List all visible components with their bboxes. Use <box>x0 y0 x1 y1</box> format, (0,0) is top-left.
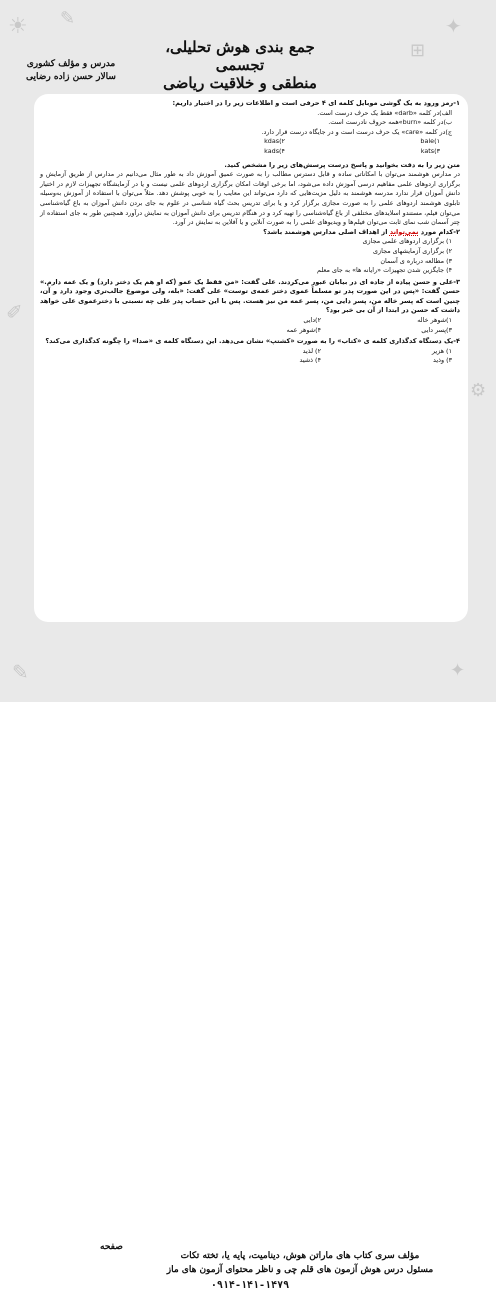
question-2-option-1[interactable]: ۱) برگزاری اردوهای علمی مجازی <box>362 237 452 246</box>
question-3-option-2[interactable]: ۲)دایی <box>303 316 321 325</box>
question-1-hint-b: ب)در کلمه «burn»همه حروف نادرست است. <box>328 118 452 127</box>
author-block <box>16 58 126 84</box>
question-1-option-4[interactable]: kads(۴ <box>264 146 285 155</box>
question-4-stem: ۴-یک دستگاه کدگذاری کلمه ی «کتاب» را به صورت «کشتپ» نشان می‌دهد. این دستگاه کلمه ی «صدا» را چگونه کدگذاری می‌کند؟ <box>45 337 460 346</box>
page-footer <box>0 620 496 1291</box>
doodle-gear-icon: ⚙ <box>470 380 487 401</box>
question-3-option-1[interactable]: ۱)شوهر خاله <box>417 316 452 325</box>
doodle-book-icon: ✎ <box>12 660 29 684</box>
doodle-pencil-icon: ✎ <box>60 8 76 29</box>
question-1-stem: ۱-رمز ورود به یک گوشی موبایل کلمه ای ۴ حرفی است و اطلاعات زیر را در اختیار داریم: <box>172 99 460 107</box>
question-2-option-4[interactable]: ۴) جایگزین شدن تجهیزات «رایانه ها» به جای معلم <box>317 266 452 275</box>
doodle-star2-icon: ✦ <box>450 660 466 681</box>
footer-author-books: مؤلف سری کتاب های ماراتن هوش، دینامیت، پایه یا، تخته تکات <box>180 1251 420 1261</box>
question-3-option-3[interactable]: ۳)پسر دایی <box>421 325 452 334</box>
question-1-options-row-1 <box>40 137 460 147</box>
title-line-1: جمع بندی هوش تحلیلی، تجسمی <box>165 38 315 74</box>
title-line-2: منطقی و خلاقیت ریاضی <box>163 74 317 92</box>
question-1-options-row-2 <box>40 147 460 161</box>
question-1-hint-c: ج)در کلمه «care» یک حرف درست است و در جایگاه درست قرار دارد. <box>261 127 452 136</box>
question-3-options-row-2 <box>40 326 460 338</box>
doodle-calc-icon: ⊞ <box>410 40 426 61</box>
question-3-options-row-1 <box>40 316 460 326</box>
question-2-stem-after: از اهداف اصلی مدارس هوشمند باشد؟ <box>263 227 388 236</box>
question-3-option-4[interactable]: ۴)شوهر عمه <box>286 325 321 334</box>
questions-content <box>40 99 460 366</box>
question-4-options-row-1 <box>40 347 460 357</box>
question-4-option-2[interactable]: ۲) لذید <box>302 346 321 355</box>
question-1-option-1[interactable]: bale(۱ <box>420 137 440 146</box>
question-1-option-3[interactable]: kats(۳ <box>420 146 440 155</box>
page-number-label: صفحه <box>100 1242 123 1252</box>
page-title <box>140 38 340 92</box>
question-2-option-2[interactable]: ۲) برگزاری آزمایشهای مجازی <box>373 246 452 255</box>
question-2-negation: نمی‌تواند <box>389 227 419 236</box>
author-role: مدرس و مؤلف کشوری <box>26 59 116 69</box>
question-4-option-1[interactable]: ۱) هزیر <box>431 346 452 355</box>
question-3-stem: ۳-علی و حسن پیاده از جاده ای در بیابان عبور می‌کردند. علی گفت: «من فقط یک عمو (که او هم یک دختر دارد) و یک عمه دارم.» حسن گفت: «پس در این صورت پدر تو مسلماً عموی دختر عمه‌ی توست» علی گفت: «بله، ولی موضوع جالب‌تری وجود دارد و آن، چنین است که پسر خاله من، پسر دایی من، پسر عمه من نیز هست. پس با این حساب پدر علی چه نسبتی با دخترعموی علی خواهد داشت که حسن در ابتدا از آن بی خبر بود؟ <box>40 277 460 315</box>
doodle-bulb-icon: ☀ <box>8 14 28 39</box>
question-2-option-3[interactable]: ۳) مطالعه درباره ی آسمان <box>380 256 452 265</box>
question-2-stem-before: ۲-کدام مورد <box>420 227 460 236</box>
question-4-options-row-2 <box>40 356 460 366</box>
question-4-option-3[interactable]: ۳) وذید <box>432 356 452 365</box>
footer-author-roles: مسئول درس هوش آزمون های قلم چی و ناظر محتوای آزمون های ماز <box>166 1265 434 1275</box>
passage-intro: متن زیر را به دقت بخوانید و پاسخ درست پرسش‌های زیر را مشخص کنید. <box>224 160 460 169</box>
doodle-ruler-icon: ✐ <box>6 300 23 324</box>
page-header <box>0 0 496 100</box>
author-name: سالار حسن زاده رضایی <box>26 72 116 82</box>
question-1-option-2[interactable]: kdas(۲ <box>264 137 285 146</box>
doodle-star-icon: ✦ <box>445 14 462 38</box>
question-2-stem <box>40 228 460 238</box>
footer-phone: ۰۹۱۴-۱۴۱-۱۴۷۹ <box>210 1280 290 1291</box>
question-1-hint-a: الف)در کلمه «darb» فقط یک حرف درست است. <box>317 108 452 117</box>
question-4-option-4[interactable]: ۴) ذشید <box>299 356 321 365</box>
passage-body: در مدارس هوشمند می‌توان با امکاناتی ساده و قابل دسترس مطالب را به صورت عمیق آموزش داد به طور مثال می‌دانیم در مدارس از طریق آزمایش و برگزاری اردوهای علمی مفاهیم درسی آموزش داده می‌شود، اما برخی اوقات امکان برگزاری اردوهای علمی نیست و یا در آزمایشگاه تجهیزات لازم در اختیار دانش آموزان قرار ندارد مدرسه هوشمند به دلیل مزیت‌هایی که دارد می‌تواند این معایب را به خوبی پوشش دهد. مثلاً می‌توان با استفاده از آموزش به‌وسیله تابلوی هوشمند اردوهای علمی را به صورت مجازی برگزار کرد و یا برای تدریس بحث گیاه شناسی در علوم به جای بردن دانش آموزان به باغ گیاه‌شناسی می‌توان فیلم، مستندو اسلایدهای مختلفی از باغ گیاه‌شناسی را تهیه کرد و در هنگام تدریس برای دانش آموزان به نمایش درآورد همچنین طور به جای استفاده از چتر آسمان شب نمای ثابت می‌توان فیلم‌ها و ویدیوهای علمی را به صورت آنلاین و یا آفلاین به نمایش در آورد. <box>40 170 460 227</box>
